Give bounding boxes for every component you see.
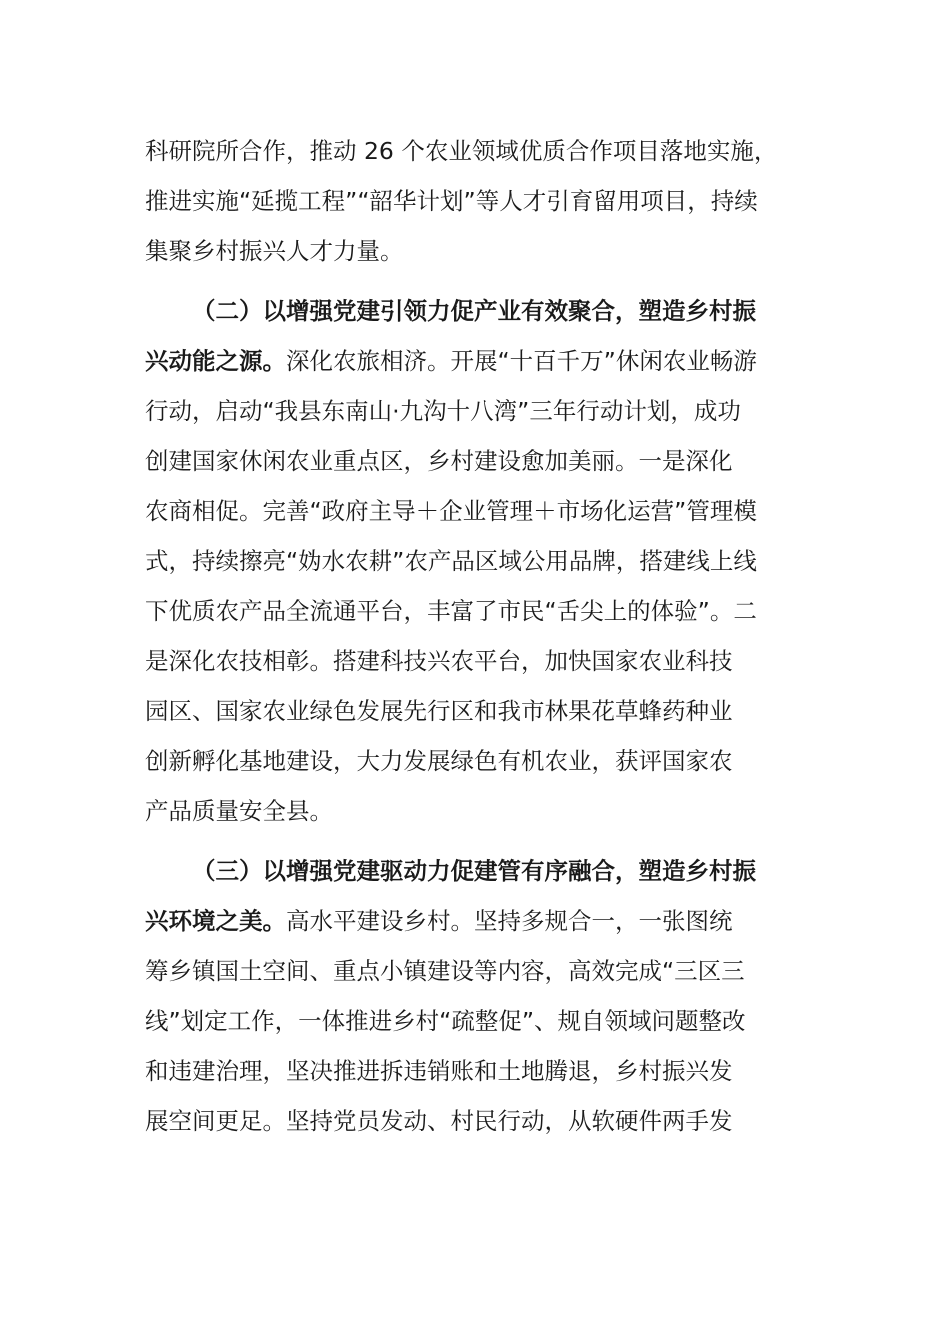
paragraph-3-heading-end: 兴环境之美。	[145, 907, 286, 935]
paragraph-3-line: 和违建治理，坚决推进拆违销账和土地腾退，乡村振兴发	[145, 1057, 733, 1085]
paragraph-1-line: 推进实施“延揽工程”“韶华计划”等人才引育留用项目，持续	[145, 187, 758, 215]
paragraph-2-line: 下优质农产品全流通平台，丰富了市民“舌尖上的体验”。二	[145, 597, 757, 625]
paragraph-2-text: 深化农旅相济。开展“十百千万”休闲农业畅游	[286, 347, 757, 375]
paragraph-1	[145, 126, 805, 276]
paragraph-2-line: 是深化农技相彰。搭建科技兴农平台，加快国家农业科技	[145, 647, 733, 675]
paragraph-3-line: 线”划定工作，一体推进乡村“疏整促”、规自领域问题整改	[145, 1007, 746, 1035]
paragraph-3-mixed-line	[145, 896, 805, 946]
paragraph-2-line: 产品质量安全县。	[145, 797, 333, 825]
paragraph-2-line: 行动，启动“我县东南山·九沟十八湾”三年行动计划，成功	[145, 397, 741, 425]
paragraph-3-heading-line: （三）以增强党建驱动力促建管有序融合，塑造乡村振	[192, 857, 756, 885]
paragraph-2-line: 创建国家休闲农业重点区，乡村建设愈加美丽。一是深化	[145, 447, 733, 475]
paragraph-1-line: 集聚乡村振兴人才力量。	[145, 237, 404, 265]
paragraph-3-line: 筹乡镇国土空间、重点小镇建设等内容，高效完成“三区三	[145, 957, 745, 985]
paragraph-2-line: 创新孵化基地建设，大力发展绿色有机农业，获评国家农	[145, 747, 733, 775]
paragraph-2-heading-end: 兴动能之源。	[145, 347, 286, 375]
paragraph-3	[145, 846, 805, 1146]
paragraph-2-line: 农商相促。完善“政府主导＋企业管理＋市场化运营”管理模	[145, 497, 757, 525]
paragraph-2	[145, 286, 805, 836]
paragraph-2-line: 园区、国家农业绿色发展先行区和我市林果花草蜂药种业	[145, 697, 733, 725]
paragraph-3-line: 展空间更足。坚持党员发动、村民行动，从软硬件两手发	[145, 1107, 733, 1135]
paragraph-3-text: 高水平建设乡村。坚持多规合一，一张图统	[286, 907, 733, 935]
paragraph-2-line: 式，持续擦亮“妫水农耕”农产品区域公用品牌，搭建线上线	[145, 547, 757, 575]
paragraph-1-line: 科研院所合作，推动 26 个农业领域优质合作项目落地实施，	[145, 137, 778, 165]
paragraph-2-mixed-line	[145, 336, 805, 386]
paragraph-2-heading-line: （二）以增强党建引领力促产业有效聚合，塑造乡村振	[192, 297, 756, 325]
